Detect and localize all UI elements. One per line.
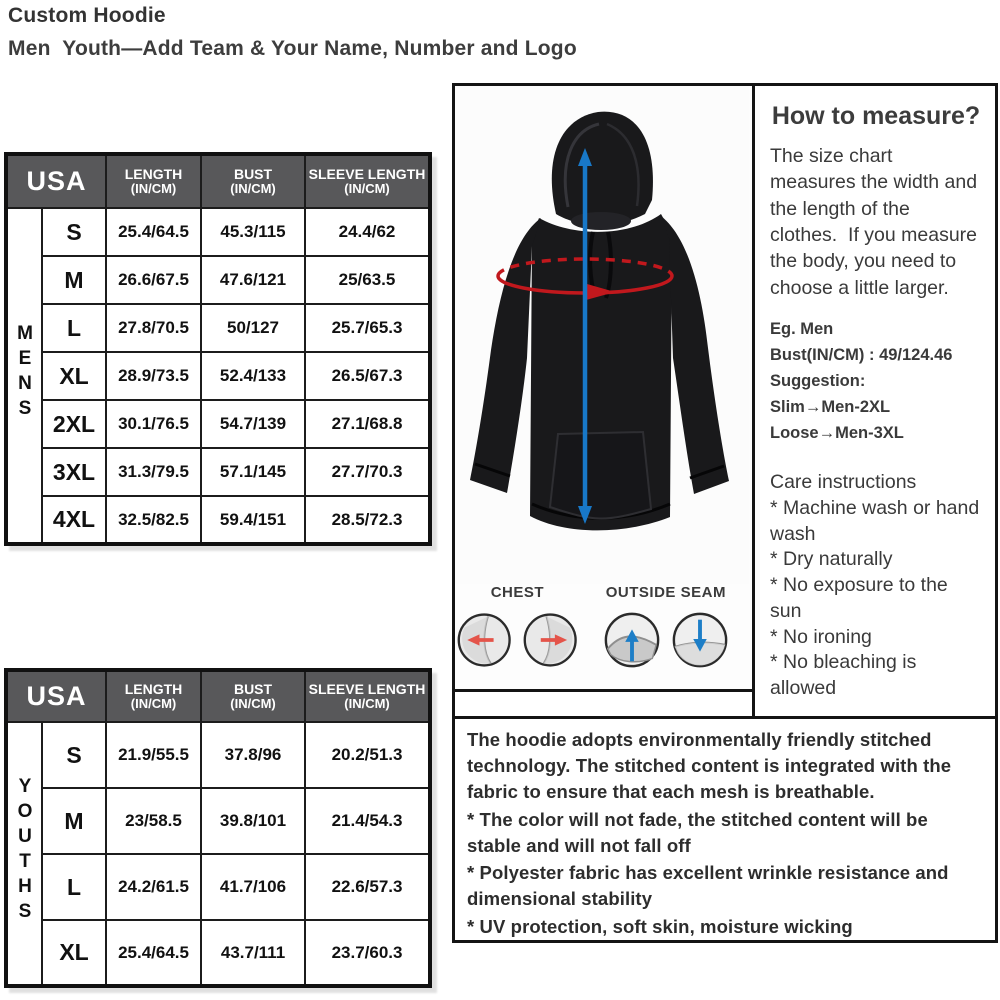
bust-cell: 52.4/133 [201, 352, 305, 400]
youths-group-label-cell [6, 722, 42, 986]
frame-border-segment [452, 689, 455, 718]
bust-cell: 45.3/115 [201, 208, 305, 256]
length-cell: 23/58.5 [106, 788, 201, 854]
table-row [6, 722, 430, 788]
usa-column-header: USA [6, 154, 106, 208]
feature-paragraph: * Polyester fabric has excellent wrinkle resistance and dimensional stability [467, 862, 949, 910]
red-arrow-right-icon [521, 610, 579, 670]
size-cell: XL [42, 920, 106, 986]
hoodie-measure-panel [452, 83, 752, 692]
bust-cell: 57.1/145 [201, 448, 305, 496]
table-row [6, 496, 430, 544]
length-cell: 24.2/61.5 [106, 854, 201, 920]
length-cell: 21.9/55.5 [106, 722, 201, 788]
sleeve-cell: 25.7/65.3 [305, 304, 430, 352]
size-cell: M [42, 788, 106, 854]
hoodie-photo [455, 86, 749, 584]
size-cell: L [42, 304, 106, 352]
care-instructions-heading: Care instructions [770, 471, 917, 494]
size-cell: XL [42, 352, 106, 400]
blue-arrow-up-icon [602, 610, 662, 670]
table-row [6, 854, 430, 920]
sleeve-cell: 24.4/62 [305, 208, 430, 256]
length-column-header: LENGTH (IN/CM) [106, 670, 201, 722]
usa-column-header: USA [6, 670, 106, 722]
measure-labels-row [455, 584, 752, 601]
length-cell: 28.9/73.5 [106, 352, 201, 400]
length-cell: 30.1/76.5 [106, 400, 201, 448]
sleeve-column-header: SLEEVE LENGTH (IN/CM) [305, 670, 430, 722]
bust-column-header: BUST (IN/CM) [201, 154, 305, 208]
table-header-row [6, 154, 430, 208]
bust-cell: 37.8/96 [201, 722, 305, 788]
sleeve-column-header: SLEEVE LENGTH (IN/CM) [305, 154, 430, 208]
page-header [8, 4, 577, 61]
sleeve-cell: 21.4/54.3 [305, 788, 430, 854]
sleeve-cell: 20.2/51.3 [305, 722, 430, 788]
page-subtitle: Men Youth—Add Team & Your Name, Number and Logo [8, 37, 577, 60]
sleeve-cell: 27.7/70.3 [305, 448, 430, 496]
sizing-example-block [770, 316, 982, 446]
length-column-header: LENGTH (IN/CM) [106, 154, 201, 208]
size-cell: S [42, 208, 106, 256]
feature-paragraph: * The color will not fade, the stitched content will be stable and will not fall off [467, 808, 928, 856]
fabric-features-box [452, 716, 998, 943]
table-row [6, 304, 430, 352]
sleeve-cell: 23.7/60.3 [305, 920, 430, 986]
mens-group-label: MENS [14, 323, 36, 423]
length-cell: 31.3/79.5 [106, 448, 201, 496]
example-line: Bust(IN/CM) : 49/124.46 [770, 345, 953, 364]
size-cell: L [42, 854, 106, 920]
bust-cell: 41.7/106 [201, 854, 305, 920]
bust-cell: 47.6/121 [201, 256, 305, 304]
length-cell: 27.8/70.5 [106, 304, 201, 352]
table-row [6, 400, 430, 448]
size-cell: M [42, 256, 106, 304]
example-line: Eg. Men [770, 319, 834, 338]
bust-cell: 59.4/151 [201, 496, 305, 544]
bust-cell: 54.7/139 [201, 400, 305, 448]
sleeve-cell: 22.6/57.3 [305, 854, 430, 920]
sleeve-cell: 27.1/68.8 [305, 400, 430, 448]
how-to-measure-panel [752, 83, 998, 716]
size-cell: 3XL [42, 448, 106, 496]
care-instructions-block [770, 470, 982, 702]
bust-cell: 43.7/111 [201, 920, 305, 986]
youths-group-label: YOUTHS [14, 776, 36, 926]
blue-arrow-down-icon [670, 610, 730, 670]
table-row [6, 788, 430, 854]
size-cell: S [42, 722, 106, 788]
care-item: * Dry naturally [770, 548, 893, 571]
care-item: * No ironing [770, 625, 872, 648]
example-line: Loose→Men-3XL [770, 424, 904, 443]
page-title: Custom Hoodie [8, 4, 166, 27]
table-header-row [6, 670, 430, 722]
feature-paragraph: The hoodie adopts environmentally friendly stitched technology. The stitched content is integrated with the fabric to ensure that each mesh is breathable. [467, 729, 952, 802]
size-cell: 4XL [42, 496, 106, 544]
care-item: * Machine wash or hand wash [770, 496, 980, 545]
measure-icons-row [455, 610, 752, 670]
mens-group-label-cell [6, 208, 42, 544]
table-row [6, 920, 430, 986]
care-item: * No bleaching is allowed [770, 651, 917, 700]
table-row [6, 352, 430, 400]
outside-seam-label: OUTSIDE SEAM [605, 584, 726, 601]
table-row [6, 256, 430, 304]
table-row [6, 208, 430, 256]
bust-column-header: BUST (IN/CM) [201, 670, 305, 722]
table-row [6, 448, 430, 496]
length-cell: 26.6/67.5 [106, 256, 201, 304]
bust-cell: 50/127 [201, 304, 305, 352]
size-cell: 2XL [42, 400, 106, 448]
sleeve-cell: 28.5/72.3 [305, 496, 430, 544]
length-cell: 32.5/82.5 [106, 496, 201, 544]
youths-size-chart-table [4, 668, 432, 988]
outside-seam-icon-group [580, 610, 752, 670]
sleeve-cell: 26.5/67.3 [305, 352, 430, 400]
sleeve-cell: 25/63.5 [305, 256, 430, 304]
chest-icon-group [455, 610, 580, 670]
example-line: Slim→Men-2XL [770, 398, 891, 417]
care-item: * No exposure to the sun [770, 574, 948, 622]
bust-cell: 39.8/101 [201, 788, 305, 854]
how-to-measure-heading: How to measure? [771, 102, 981, 130]
chest-label: CHEST [490, 584, 545, 601]
length-cell: 25.4/64.5 [106, 920, 201, 986]
length-cell: 25.4/64.5 [106, 208, 201, 256]
how-to-measure-body: The size chart measures the width and the length of the clothes. If you measure the body, you need to choose a little larger. [770, 145, 983, 299]
red-arrow-left-icon [455, 610, 513, 670]
example-line: Suggestion: [770, 372, 866, 390]
feature-paragraph: * UV protection, soft skin, moisture wicking [467, 916, 853, 938]
mens-size-chart-table [4, 152, 432, 546]
